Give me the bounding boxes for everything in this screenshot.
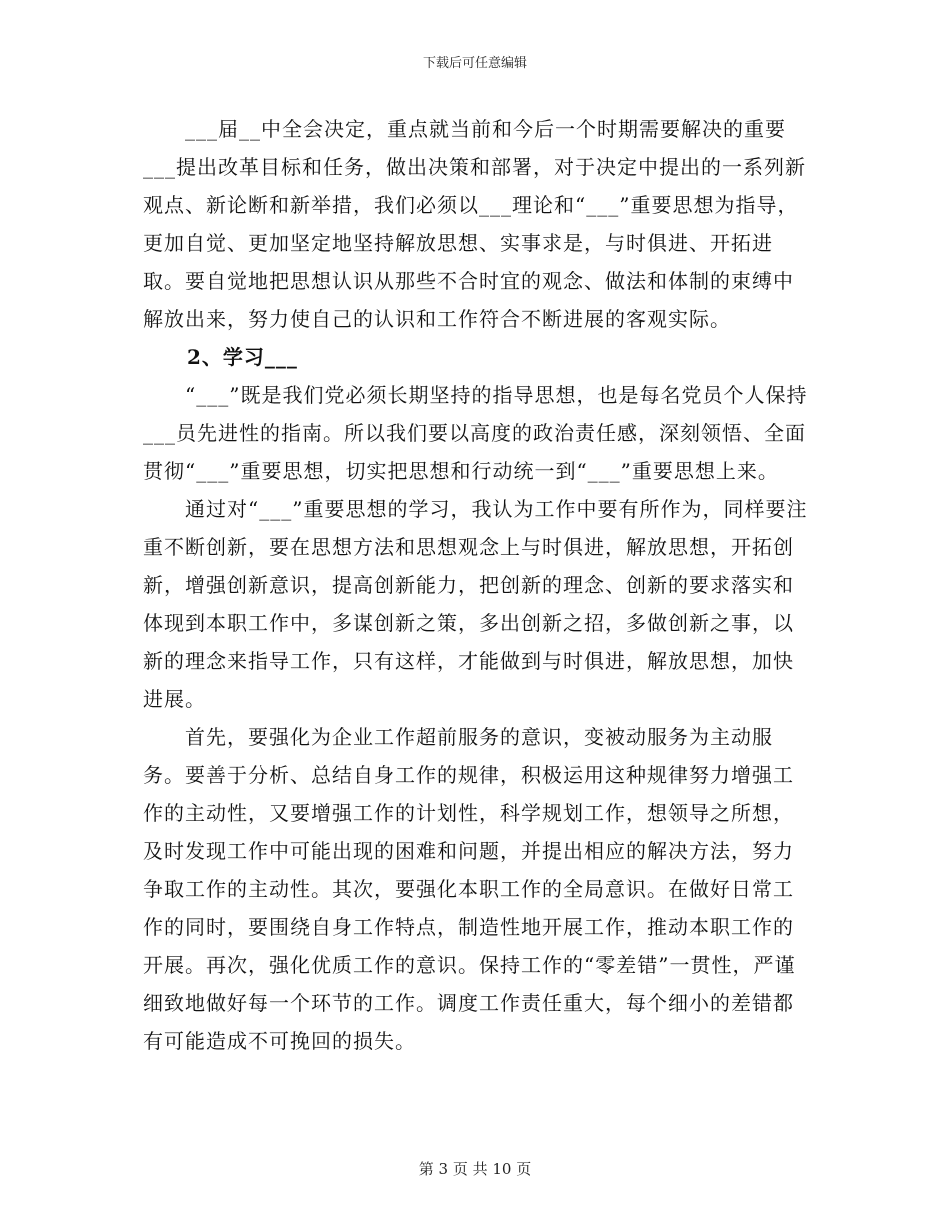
paragraph-innovation: 通过对“___”重要思想的学习，我认为工作中要有所作为，同样要注重不断创新，要在思想方法和思想观念上与时俱进，解放思想，开拓创新，增强创新意识，提高创新能力，把创新的理念、创新的要求落实和体现到本职工作中，多谋创新之策，多出创新之招，多做创新之事，以新的理念来指导工作，只有这样，才能做到与时俱进，解放思想，加快进展。 [143,497,808,711]
paragraph-decision: ___届__中全会决定，重点就当前和今后一个时期需要解决的重要___提出改革目标和任务，做出决策和部署，对于决定中提出的一系列新观点、新论断和新举措，我们必须以___理论和“___”重要思想为指导，更加自觉、更加坚定地坚持解放思想、实事求是，与时俱进、开拓进取。要自觉地把思想认识从那些不合时宜的观念、做法和体制的束缚中解放出来，努力使自己的认识和工作符合不断进展的客观实际。 [143,117,806,331]
paragraph-service-awareness: 首先，要强化为企业工作超前服务的意识，变被动服务为主动服务。要善于分析、总结自身工作的规律，积极运用这种规律努力增强工作的主动性，又要增强工作的计划性，科学规划工作，想领导之所想，及时发现工作中可能出现的困难和问题，并提出相应的解决方法，努力争取工作的主动性。其次，要强化本职工作的全局意识。在做好日常工作的同时，要围绕自身工作特点，制造性地开展工作，推动本职工作的开展。再次，强化优质工作的意识。保持工作的“零差错”一贯性，严谨细致地做好每一个环节的工作。调度工作责任重大，每个细小的差错都有可能造成不可挽回的损失。 [143,725,796,1053]
document-body [143,110,808,1060]
page-number: 第 3 页 共 10 页 [418,1160,532,1178]
page-header: 下载后可任意编辑 [422,56,527,71]
paragraph-guiding-thought: “___”既是我们党必须长期坚持的指导思想，也是每名党员个人保持___员先进性的指南。所以我们要以高度的政治责任感，深刻领悟、全面贯彻“___”重要思想，切实把思想和行动统一到“___”重要思想上来。 [143,383,808,483]
section-heading: 2、学习___ [187,345,298,369]
